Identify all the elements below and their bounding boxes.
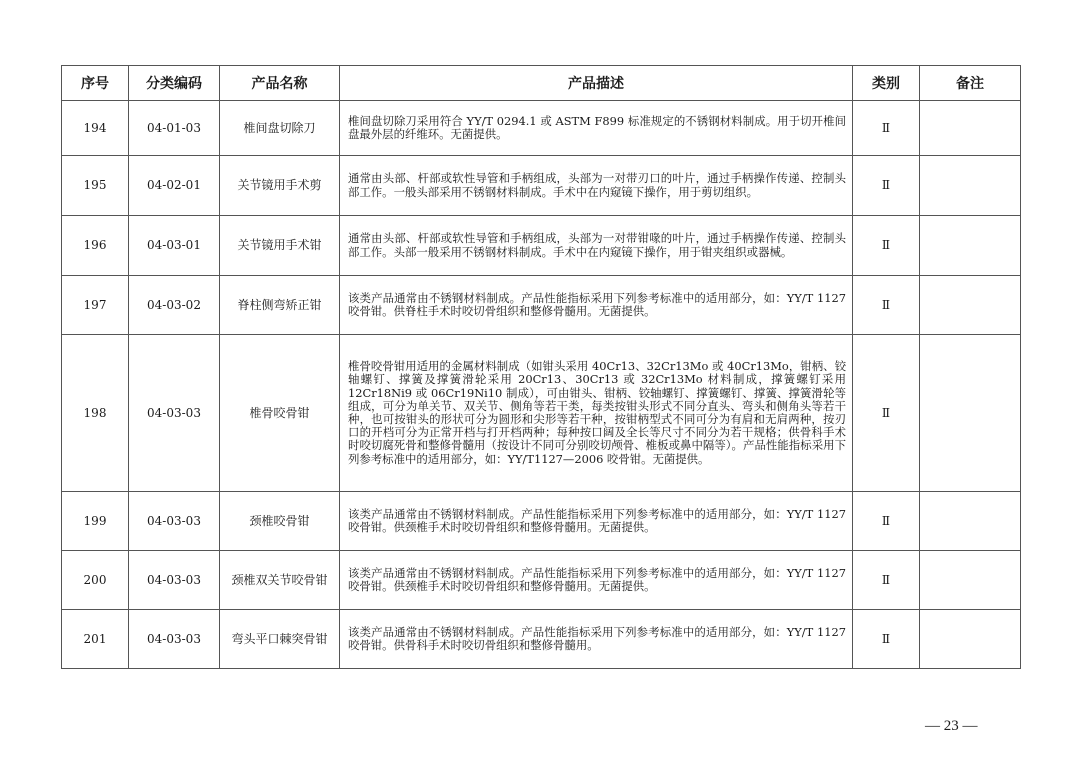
cell-serial-no: 197 [62,276,129,335]
table-row [62,551,1021,610]
header-class: 类别 [853,66,920,101]
cell-product-name: 椎骨咬骨钳 [220,335,340,492]
cell-class: Ⅱ [853,492,920,551]
cell-serial-no: 201 [62,610,129,669]
header-category-code: 分类编码 [129,66,220,101]
table-row [62,276,1021,335]
cell-remarks [920,335,1021,492]
cell-product-name: 椎间盘切除刀 [220,101,340,156]
cell-serial-no: 194 [62,101,129,156]
cell-product-description: 通常由头部、杆部或软性导管和手柄组成，头部为一对带刃口的叶片，通过手柄操作传递、控制头部工作。一般头部采用不锈钢材料制成。手术中在内窥镜下操作，用于剪切组织。 [340,156,853,216]
cell-category-code: 04-02-01 [129,156,220,216]
cell-class: Ⅱ [853,216,920,276]
cell-class: Ⅱ [853,276,920,335]
cell-product-name: 脊柱侧弯矫正钳 [220,276,340,335]
cell-class: Ⅱ [853,551,920,610]
cell-product-description: 该类产品通常由不锈钢材料制成。产品性能指标采用下列参考标准中的适用部分，如：YY/T 1127 咬骨钳。供颈椎手术时咬切骨组织和整修骨髓用。无菌提供。 [340,492,853,551]
cell-serial-no: 195 [62,156,129,216]
header-product-name: 产品名称 [220,66,340,101]
cell-class: Ⅱ [853,101,920,156]
cell-remarks [920,156,1021,216]
table-header-row [62,66,1021,101]
table-row [62,101,1021,156]
cell-category-code: 04-03-03 [129,335,220,492]
cell-serial-no: 196 [62,216,129,276]
cell-remarks [920,216,1021,276]
cell-product-name: 关节镜用手术剪 [220,156,340,216]
cell-product-description: 椎间盘切除刀采用符合 YY/T 0294.1 或 ASTM F899 标准规定的不锈钢材料制成。用于切开椎间盘最外层的纤维环。无菌提供。 [340,101,853,156]
cell-product-name: 关节镜用手术钳 [220,216,340,276]
header-serial-no: 序号 [62,66,129,101]
cell-category-code: 04-01-03 [129,101,220,156]
table-row [62,610,1021,669]
table-row [62,216,1021,276]
cell-category-code: 04-03-03 [129,610,220,669]
cell-category-code: 04-03-03 [129,551,220,610]
table-row [62,335,1021,492]
cell-product-description: 该类产品通常由不锈钢材料制成。产品性能指标采用下列参考标准中的适用部分，如：YY/T 1127 咬骨钳。供颈椎手术时咬切骨组织和整修骨髓用。无菌提供。 [340,551,853,610]
cell-remarks [920,610,1021,669]
header-remarks: 备注 [920,66,1021,101]
cell-product-description: 该类产品通常由不锈钢材料制成。产品性能指标采用下列参考标准中的适用部分，如：YY/T 1127 咬骨钳。供骨科手术时咬切骨组织和整修骨髓用。 [340,610,853,669]
cell-class: Ⅱ [853,156,920,216]
cell-product-name: 颈椎咬骨钳 [220,492,340,551]
cell-category-code: 04-03-03 [129,492,220,551]
cell-remarks [920,276,1021,335]
cell-category-code: 04-03-02 [129,276,220,335]
page-number: — 23 — [925,718,978,734]
cell-serial-no: 200 [62,551,129,610]
header-product-description: 产品描述 [340,66,853,101]
cell-product-name: 颈椎双关节咬骨钳 [220,551,340,610]
cell-remarks [920,101,1021,156]
product-table [61,65,1021,669]
table-row [62,492,1021,551]
cell-class: Ⅱ [853,335,920,492]
cell-product-name: 弯头平口棘突骨钳 [220,610,340,669]
cell-serial-no: 199 [62,492,129,551]
cell-class: Ⅱ [853,610,920,669]
cell-remarks [920,492,1021,551]
cell-category-code: 04-03-01 [129,216,220,276]
table-row [62,156,1021,216]
cell-product-description: 该类产品通常由不锈钢材料制成。产品性能指标采用下列参考标准中的适用部分，如：YY/T 1127 咬骨钳。供脊柱手术时咬切骨组织和整修骨髓用。无菌提供。 [340,276,853,335]
cell-product-description: 通常由头部、杆部或软性导管和手柄组成，头部为一对带钳喙的叶片，通过手柄操作传递、控制头部工作。头部一般采用不锈钢材料制成。手术中在内窥镜下操作，用于钳夹组织或器械。 [340,216,853,276]
cell-product-description: 椎骨咬骨钳用适用的金属材料制成（如钳头采用 40Cr13、32Cr13Mo 或 40Cr13Mo，钳柄、铰轴螺钉、撑簧及撑簧滑轮采用 20Cr13、30Cr13 或 32Cr13Mo 材料制成，撑簧螺钉采用 12Cr18Ni9 或 06Cr19Ni10 制成），可由钳头、钳柄、铰轴螺钉、撑簧螺钉、撑簧、撑簧滑轮等组成，可分为单关节、双关节、侧角等若干类，每类按钳头形式不同分直头、弯头和侧角头等若干种，也可按钳头的形状可分为圆形和尖形等若干种，按钳柄型式不同可分为有肩和无肩两种，按刃口的开档可分为正常开档与打开档两种；每种按口阔及全长等尺寸不同分为若干规格；供骨科手术时咬切腐死骨和整修骨髓用（按设计不同可分别咬切颅骨、椎板或鼻中隔等）。产品性能指标采用下列参考标准中的适用部分，如：YY/T1127—2006 咬骨钳。无菌提供。 [340,335,853,492]
cell-remarks [920,551,1021,610]
cell-serial-no: 198 [62,335,129,492]
